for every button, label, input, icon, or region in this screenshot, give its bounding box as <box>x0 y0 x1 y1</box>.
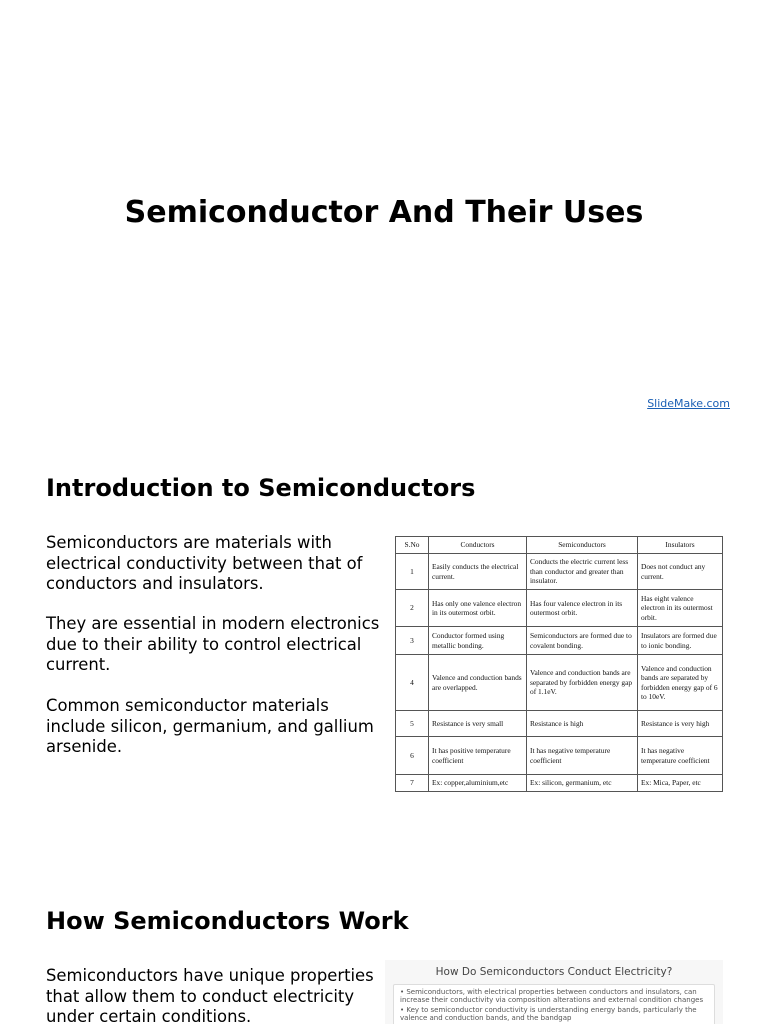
table-row <box>396 655 723 711</box>
table-cell: Ex: Mica, Paper, etc <box>638 775 723 792</box>
comparison-table-figure <box>395 536 722 792</box>
slidemake-link[interactable]: SlideMake.com <box>647 397 730 410</box>
table-cell-sno: 7 <box>396 775 429 792</box>
table-row <box>396 775 723 792</box>
intro-paragraph-2: They are essential in modern electronics due to their ability to control electrical current. <box>46 614 380 674</box>
table-cell: Easily conducts the electrical current. <box>429 554 527 590</box>
infographic-bullet: • Key to semiconductor conductivity is understanding energy bands, particularly the valence and conduction bands, and the bandgap <box>400 1006 697 1022</box>
table-cell: Has eight valence electron in its outermost orbit. <box>638 590 723 627</box>
table-cell: It has positive temperature coefficient <box>429 737 527 775</box>
table-cell: Has only one valence electron in its outermost orbit. <box>429 590 527 627</box>
table-row <box>396 590 723 627</box>
table-cell: Conductor formed using metallic bonding. <box>429 627 527 655</box>
table-header-cell: Semiconductors <box>527 537 638 554</box>
table-row <box>396 737 723 775</box>
work-heading: How Semiconductors Work <box>46 907 409 935</box>
intro-paragraph-3: Common semiconductor materials include silicon, germanium, and gallium arsenide. <box>46 696 374 756</box>
table-cell: Resistance is very high <box>638 711 723 737</box>
table-cell: Resistance is very small <box>429 711 527 737</box>
how-it-works-infographic <box>385 960 723 1024</box>
table-row <box>396 554 723 590</box>
table-cell: Valence and conduction bands are overlapped. <box>429 655 527 711</box>
table-cell-sno: 6 <box>396 737 429 775</box>
table-cell: Valence and conduction bands are separated by forbidden energy gap of 1.1eV. <box>527 655 638 711</box>
table-cell: It has negative temperature coefficient <box>638 737 723 775</box>
table-cell: Insulators are formed due to ionic bonding. <box>638 627 723 655</box>
table-cell: Does not conduct any current. <box>638 554 723 590</box>
table-cell-sno: 2 <box>396 590 429 627</box>
slide-title: Semiconductor And Their Uses <box>124 195 644 230</box>
table-cell: Valence and conduction bands are separated by forbidden energy gap of 6 to 10eV. <box>638 655 723 711</box>
infographic-bullet-box <box>393 984 715 1024</box>
table-cell-sno: 5 <box>396 711 429 737</box>
table-cell-sno: 1 <box>396 554 429 590</box>
table-cell-sno: 3 <box>396 627 429 655</box>
table-header-cell: Insulators <box>638 537 723 554</box>
table-cell: Semiconductors are formed due to covalent bonding. <box>527 627 638 655</box>
table-header-row <box>396 537 723 554</box>
infographic-bullet: • Semiconductors, with electrical properties between conductors and insulators, can increase their conductivity via composition alterations and external condition changes <box>400 988 704 1004</box>
comparison-table <box>395 536 723 792</box>
table-cell: Resistance is high <box>527 711 638 737</box>
table-header-cell: Conductors <box>429 537 527 554</box>
table-row <box>396 711 723 737</box>
intro-paragraph-1: Semiconductors are materials with electrical conductivity between that of conductors and insulators. <box>46 533 363 593</box>
table-cell: Ex: copper,aluminium,etc <box>429 775 527 792</box>
table-cell: It has negative temperature coefficient <box>527 737 638 775</box>
intro-heading: Introduction to Semiconductors <box>46 474 476 502</box>
work-paragraph: Semiconductors have unique properties that allow them to conduct electricity under certain conditions. <box>46 966 374 1026</box>
table-cell: Has four valence electron in its outermost orbit. <box>527 590 638 627</box>
table-header-cell: S.No <box>396 537 429 554</box>
table-cell: Conducts the electric current less than conductor and greater than insulator. <box>527 554 638 590</box>
table-row <box>396 627 723 655</box>
infographic-title: How Do Semiconductors Conduct Electricity? <box>435 966 673 978</box>
table-cell: Ex: silicon, germanium, etc <box>527 775 638 792</box>
table-cell-sno: 4 <box>396 655 429 711</box>
